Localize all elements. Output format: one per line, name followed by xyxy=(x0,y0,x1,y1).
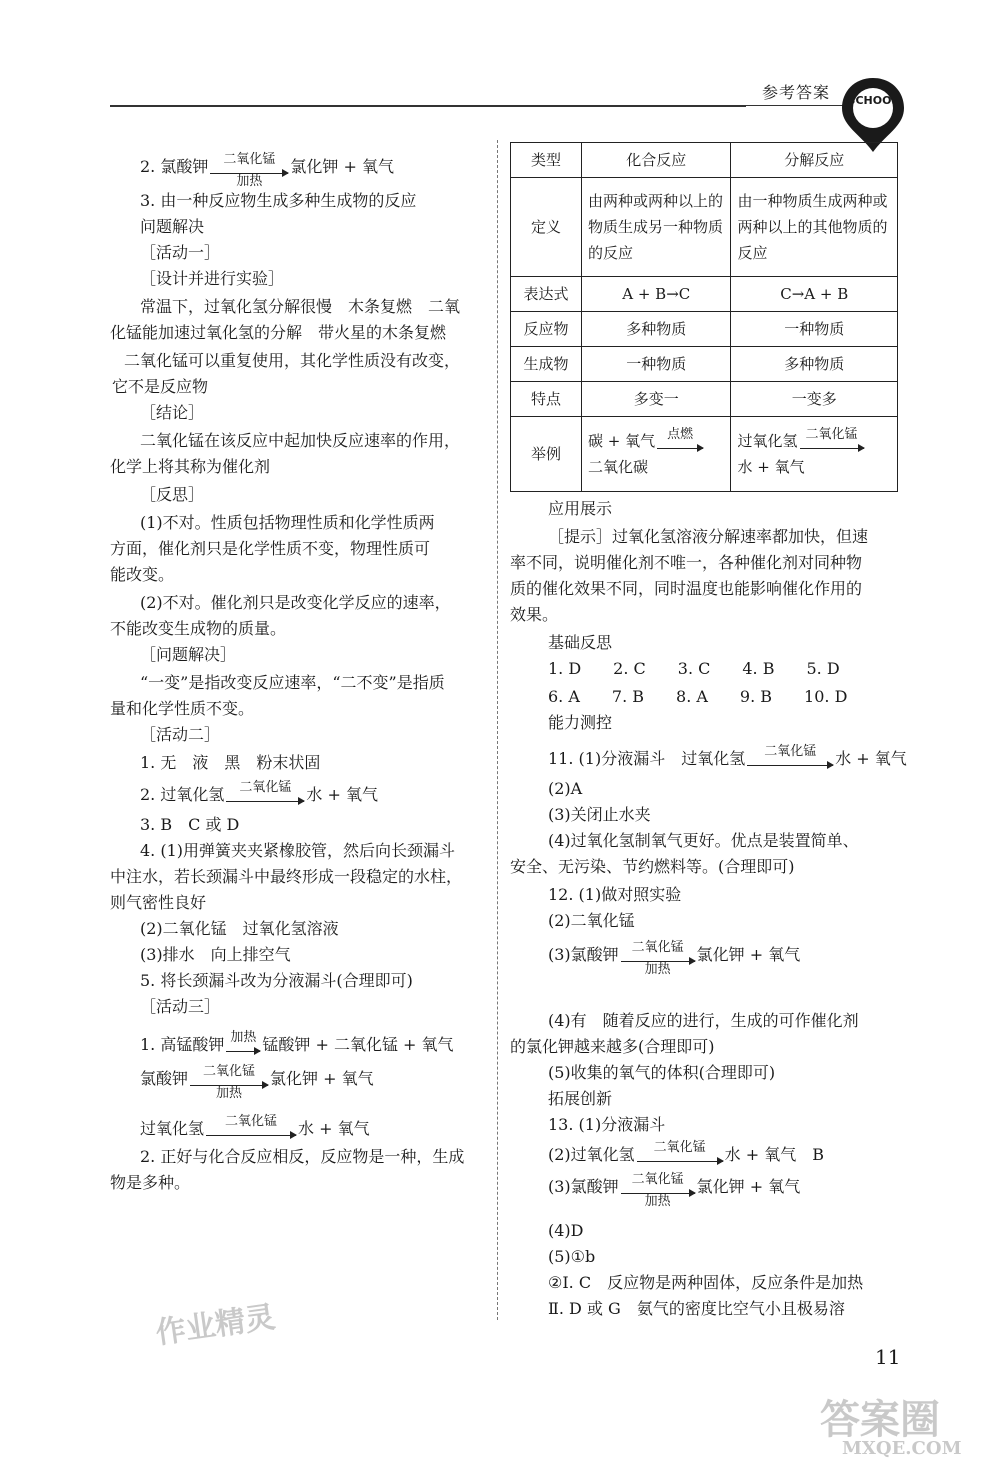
answer-line: (2)不对。催化剂只是改变化学反应的速率， xyxy=(140,593,451,612)
answer-line: 安全、无污染、节约燃料等。(合理即可) xyxy=(510,857,795,876)
table-cell: 定义 xyxy=(511,178,582,277)
table-cell: 化合反应 xyxy=(582,143,731,178)
answer-line: (4)D xyxy=(548,1221,584,1240)
answer-line: 方面，催化剂只是化学性质不变，物理性质可 xyxy=(110,539,431,558)
table-cell: 类型 xyxy=(511,143,582,178)
section-heading: 拓展创新 xyxy=(548,1089,613,1108)
answer-line: 13. (1)分液漏斗 xyxy=(548,1115,666,1134)
subheading: ［问题解决］ xyxy=(140,645,237,664)
watermark: 答案圈 xyxy=(820,1396,940,1443)
answer-line: 1. 无 液 黑 粉末状固 xyxy=(140,753,321,772)
table-cell: 碳 + 氧气 点燃 二氧化碳 xyxy=(582,417,731,492)
equation-line: 1. 高锰酸钾 加热 锰酸钾 + 二氧化锰 + 氧气 xyxy=(140,1030,454,1054)
answer-line: 它不是反应物 xyxy=(112,377,209,396)
answer-line: 效果。 xyxy=(510,605,559,624)
answer-line: (2)A xyxy=(548,779,583,798)
table-cell: 由一种物质生成两种或两种以上的其他物质的反应 xyxy=(731,178,898,277)
answer-line: (5)①b xyxy=(548,1247,596,1266)
answer-line: 4. (1)用弹簧夹夹紧橡胶管，然后向长颈漏斗 xyxy=(140,841,456,860)
equation-line: (2)过氧化氢 二氧化锰 水 + 氧气 B xyxy=(548,1140,825,1164)
watermark: MXQE.COM xyxy=(842,1438,962,1459)
table-cell: 特点 xyxy=(511,382,582,417)
answer-line: ②Ⅰ. C 反应物是两种固体，反应条件是加热 xyxy=(548,1273,864,1292)
table-cell: 多变一 xyxy=(582,382,731,417)
section-heading: 应用展示 xyxy=(548,499,613,518)
equation-line: (3)氯酸钾 二氧化锰 加热 氯化钾 + 氧气 xyxy=(548,940,801,977)
equation-line: 氯酸钾 二氧化锰 加热 氯化钾 + 氧气 xyxy=(140,1064,374,1101)
answer-line: 不能改变生成物的质量。 xyxy=(110,619,287,638)
watermark: 作业精灵 xyxy=(153,1299,278,1352)
table-cell: A + B→C xyxy=(582,277,731,312)
table-row xyxy=(511,347,898,382)
table-row xyxy=(511,382,898,417)
equation-line: 11. (1)分液漏斗 过氧化氢 二氧化锰 水 + 氧气 xyxy=(548,744,907,768)
answer-line: (5)收集的氧气的体积(合理即可) xyxy=(548,1063,776,1082)
answer-line: (4)有 随着反应的进行，生成的可作催化剂 xyxy=(548,1011,859,1030)
answer-line: 5. 将长颈漏斗改为分液漏斗(合理即可) xyxy=(140,971,413,990)
answer-line: 则气密性良好 xyxy=(110,893,207,912)
page-number: 11 xyxy=(875,1345,901,1369)
header-rule xyxy=(110,105,746,107)
table-cell: C→A + B xyxy=(731,277,898,312)
subheading: ［结论］ xyxy=(140,403,205,422)
table-cell: 一种物质 xyxy=(582,347,731,382)
table-cell: 反应物 xyxy=(511,312,582,347)
equation-line: 过氧化氢 二氧化锰 水 + 氧气 xyxy=(140,1114,370,1138)
table-row xyxy=(511,178,898,277)
answer-line: ［提示］过氧化氢溶液分解速率都加快，但速 xyxy=(548,527,869,546)
answer-line: 的氯化钾越来越多(合理即可) xyxy=(510,1037,715,1056)
answer-line: 二氧化锰可以重复使用，其化学性质没有改变， xyxy=(124,351,461,370)
section-heading: 问题解决 xyxy=(140,217,205,236)
subheading: ［活动三］ xyxy=(140,997,221,1016)
answer-line: 常温下，过氧化氢分解很慢 木条复燃 二氧 xyxy=(140,297,461,316)
answer-line: (3)排水 向上排空气 xyxy=(140,945,291,964)
subheading: ［设计并进行实验］ xyxy=(140,269,285,288)
answer-line: (2)二氧化锰 xyxy=(548,911,635,930)
equation-line: 2. 过氧化氢 二氧化锰 水 + 氧气 xyxy=(140,780,378,804)
table-cell: 一变多 xyxy=(731,382,898,417)
answer-line: “一变”是指改变反应速率，“二不变”是指质 xyxy=(140,673,445,692)
table-cell: 多种物质 xyxy=(731,347,898,382)
answer-line: 12. (1)做对照实验 xyxy=(548,885,682,904)
table-cell: 由两种或两种以上的物质生成另一种物质的反应 xyxy=(582,178,731,277)
answer-line: (3)关闭止水夹 xyxy=(548,805,651,824)
column-divider xyxy=(497,140,498,1320)
table-cell: 多种物质 xyxy=(582,312,731,347)
section-heading: 能力测控 xyxy=(548,713,613,732)
table-row xyxy=(511,277,898,312)
answer-line: 物是多种。 xyxy=(110,1173,191,1192)
answer-line: Ⅱ. D 或 G 氨气的密度比空气小且极易溶 xyxy=(548,1299,845,1318)
answer-line: 二氧化锰在该反应中起加快反应速率的作用， xyxy=(140,431,461,450)
answer-line: 能改变。 xyxy=(110,565,175,584)
table-cell: 生成物 xyxy=(511,347,582,382)
answer-line: 量和化学性质不变。 xyxy=(110,699,255,718)
answer-line: 中注水，若长颈漏斗中最终形成一段稳定的水柱， xyxy=(110,867,463,886)
header-rule-right xyxy=(746,105,846,106)
table-cell: 过氧化氢 二氧化锰 水 + 氧气 xyxy=(731,417,898,492)
answer-line: (2)二氧化锰 过氧化氢溶液 xyxy=(140,919,339,938)
table-row xyxy=(511,312,898,347)
table-row xyxy=(511,417,898,492)
answer-line: 2. 正好与化合反应相反，反应物是一种，生成 xyxy=(140,1147,465,1166)
subheading: ［反思］ xyxy=(140,485,205,504)
table-cell: 表达式 xyxy=(511,277,582,312)
subheading: ［活动一］ xyxy=(140,243,221,262)
answer-line: 率不同，说明催化剂不唯一，各种催化剂对同种物 xyxy=(510,553,863,572)
table-cell: 一种物质 xyxy=(731,312,898,347)
table-cell: 分解反应 xyxy=(731,143,898,178)
reaction-comparison-table xyxy=(510,142,898,492)
answer-line: 化锰能加速过氧化氢的分解 带火星的木条复燃 xyxy=(110,323,447,342)
answer-line: 3. 由一种反应物生成多种生成物的反应 xyxy=(140,191,417,210)
answer-line: 质的催化效果不同，同时温度也能影响催化作用的 xyxy=(510,579,863,598)
svg-text:SCHOOL: SCHOOL xyxy=(847,94,899,107)
answer-line: (1)不对。性质包括物理性质和化学性质两 xyxy=(140,513,435,532)
answer-line: 6. A 7. B 8. A 9. B 10. D xyxy=(548,687,848,706)
answer-line: 3. B C 或 D xyxy=(140,815,240,834)
answer-line: 1. D 2. C 3. C 4. B 5. D xyxy=(548,659,840,678)
subheading: ［活动二］ xyxy=(140,725,221,744)
table-cell: 举例 xyxy=(511,417,582,492)
table-header-row xyxy=(511,143,898,178)
answer-line: 化学上将其称为催化剂 xyxy=(110,457,271,476)
answer-line: (4)过氧化氢制氧气更好。优点是装置简单、 xyxy=(548,831,859,850)
equation-line: (3)氯酸钾 二氧化锰 加热 氯化钾 + 氧气 xyxy=(548,1172,801,1209)
header-title: 参考答案 xyxy=(762,83,831,102)
section-heading: 基础反思 xyxy=(548,633,613,652)
answer-line-1: 2. 氯酸钾 二氧化锰 加热 氯化钾 + 氧气 xyxy=(140,152,394,189)
